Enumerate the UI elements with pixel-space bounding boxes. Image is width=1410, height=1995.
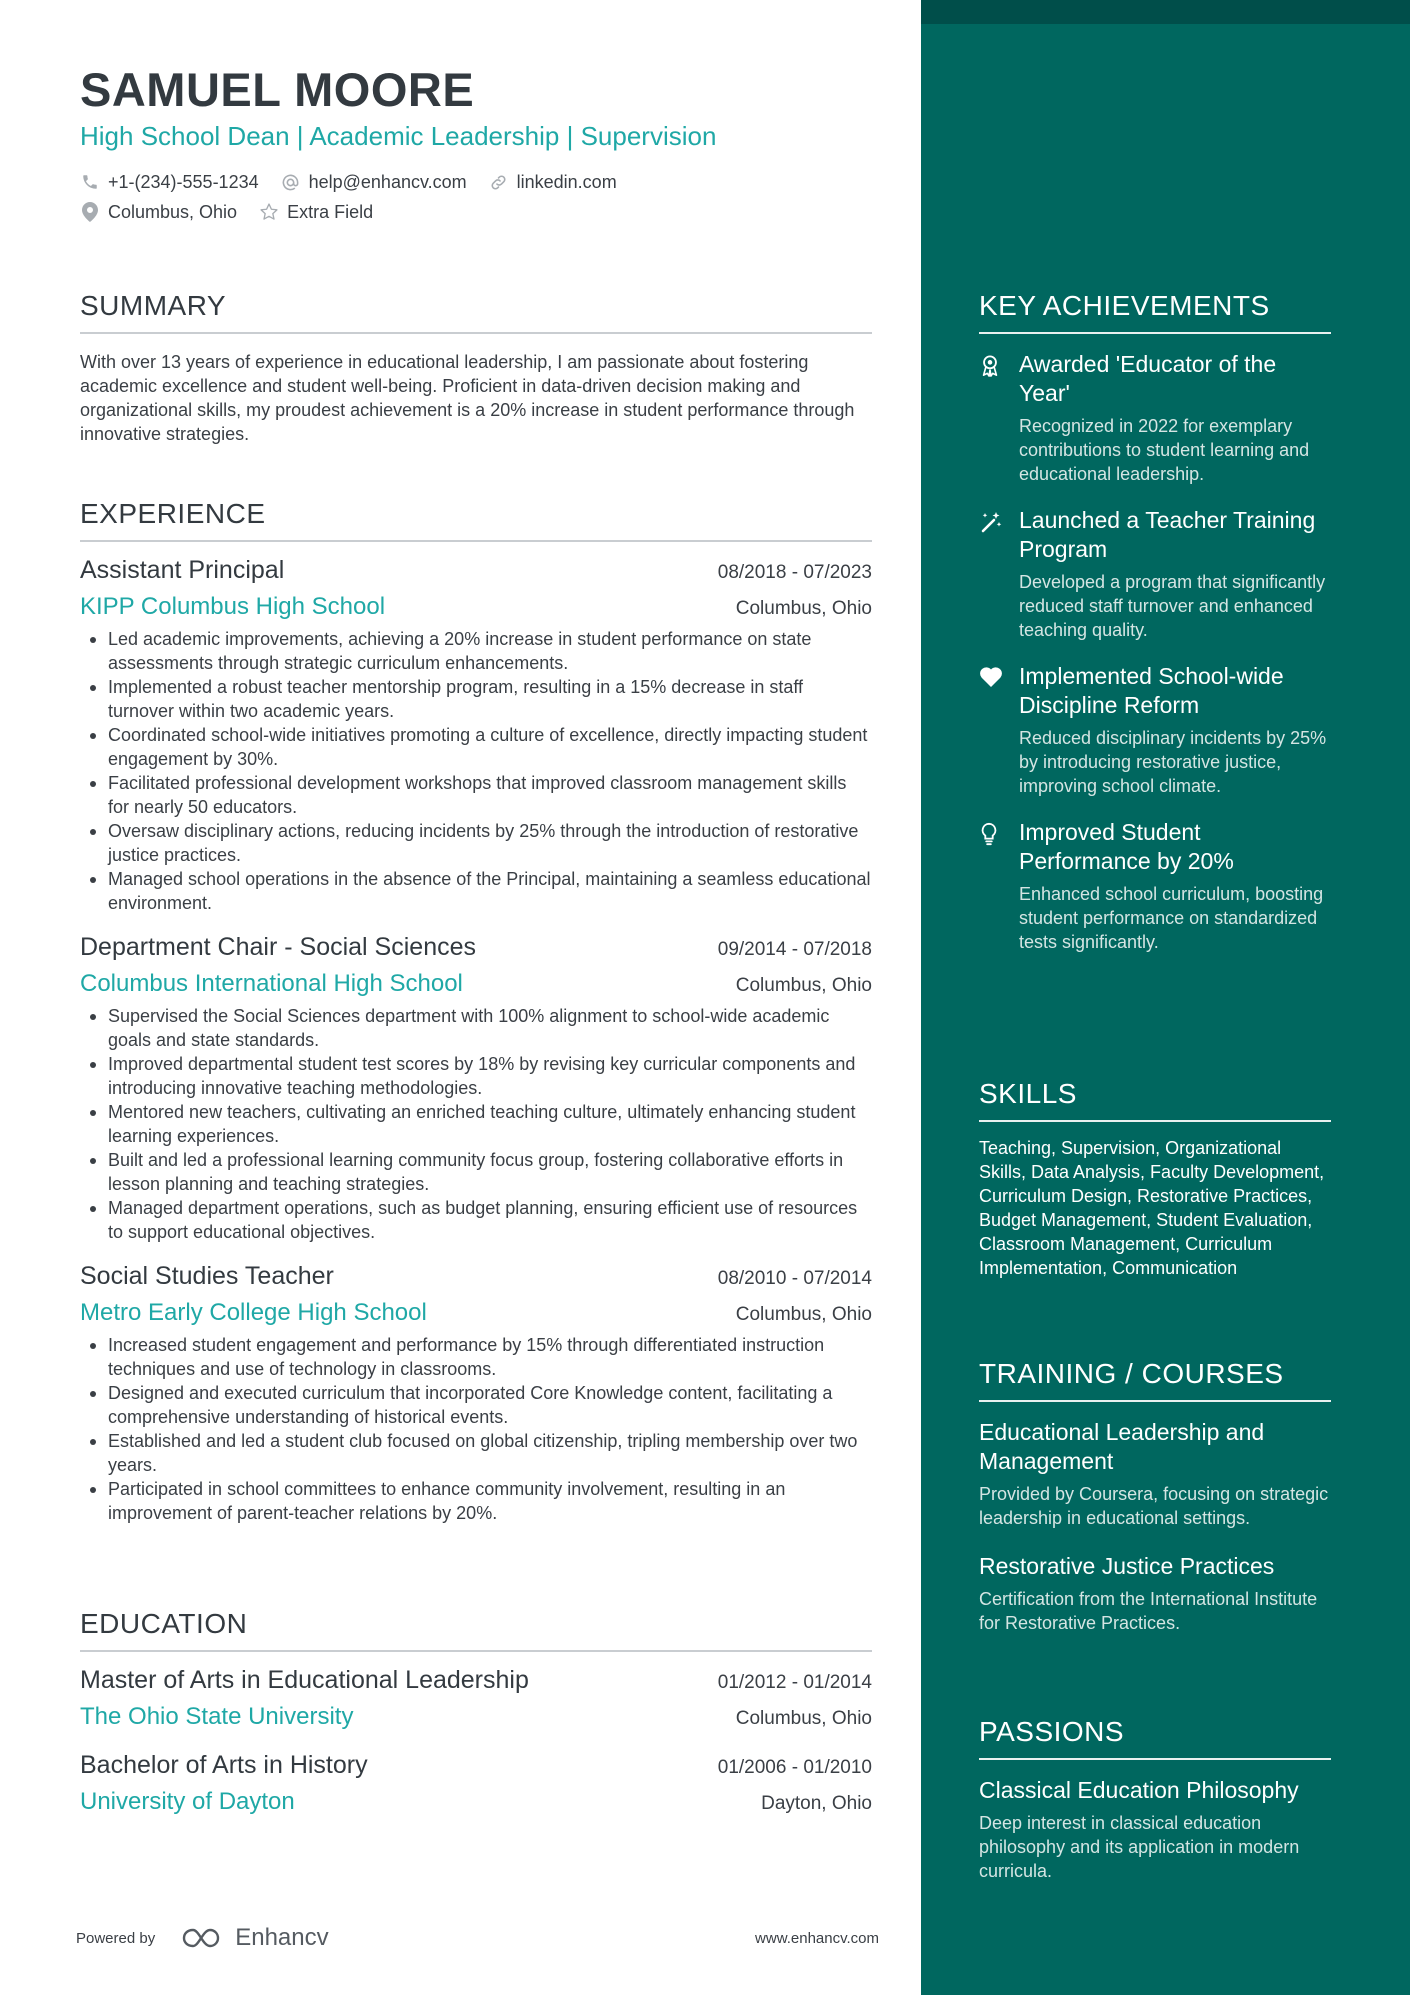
phone-text: +1-(234)-555-1234 <box>108 171 259 192</box>
education-date: 01/2012 - 01/2014 <box>717 1672 872 1693</box>
course-item <box>979 1418 1331 1530</box>
passions-section <box>979 1716 1331 1883</box>
job-location: Columbus, Ohio <box>735 598 872 619</box>
job-title: Department Chair - Social Sciences <box>80 933 476 961</box>
bullet-item: Established and led a student club focused on global citizenship, tripling membership over two years. <box>80 1429 872 1477</box>
bullet-item: Implemented a robust teacher mentorship program, resulting in a 15% decrease in staff turnover within two academic years. <box>80 675 872 723</box>
wand-icon <box>979 506 1003 642</box>
achievement-item <box>979 506 1331 642</box>
bullet-item: Supervised the Social Sciences department with 100% alignment to school-wide academic goals and state standards. <box>80 1004 872 1052</box>
linkedin-text: linkedin.com <box>516 171 617 192</box>
achievement-item <box>979 662 1331 798</box>
passion-item <box>979 1776 1331 1883</box>
phone-icon <box>80 172 100 192</box>
contact-extra <box>259 202 373 223</box>
summary-section <box>80 290 872 446</box>
achievement-item <box>979 350 1331 486</box>
education-heading: EDUCATION <box>80 1608 872 1652</box>
job-company: KIPP Columbus High School <box>80 593 386 620</box>
footer <box>76 1918 879 1958</box>
bullet-item: Facilitated professional development workshops that improved classroom management skills for nearly 50 educators. <box>80 771 872 819</box>
job-bullets <box>80 1333 872 1525</box>
achievement-title: Launched a Teacher Training Program <box>1019 507 1316 562</box>
bullet-item: Increased student engagement and performance by 15% through differentiated instruction techniques and use of technology in classrooms. <box>80 1333 872 1381</box>
skills-heading: SKILLS <box>979 1078 1331 1122</box>
school-name: University of Dayton <box>80 1788 295 1815</box>
course-title: Restorative Justice Practices <box>979 1553 1275 1579</box>
location-text: Columbus, Ohio <box>108 201 238 222</box>
powered-by-text: Powered by <box>76 1929 156 1947</box>
summary-heading: SUMMARY <box>80 290 872 334</box>
contact-linkedin[interactable] <box>489 172 617 193</box>
experience-item <box>80 933 872 1244</box>
degree-title: Bachelor of Arts in History <box>80 1751 368 1779</box>
sidebar <box>921 0 1410 1995</box>
email-text: help@enhancv.com <box>308 171 467 192</box>
course-item <box>979 1552 1331 1635</box>
skills-section <box>979 1078 1331 1280</box>
achievement-desc: Enhanced school curriculum, boosting student performance on standardized tests significantly. <box>1019 884 1324 952</box>
candidate-name: SAMUEL MOORE <box>80 63 475 116</box>
course-desc: Provided by Coursera, focusing on strategic leadership in educational settings. <box>979 1484 1329 1528</box>
bullet-item: Designed and executed curriculum that incorporated Core Knowledge content, facilitating a comprehensive understanding of historical events. <box>80 1381 872 1429</box>
achievement-title: Implemented School-wide Discipline Reform <box>1019 663 1284 718</box>
passion-desc: Deep interest in classical education philosophy and its application in modern curricula. <box>979 1813 1300 1881</box>
school-location: Columbus, Ohio <box>735 1708 872 1729</box>
achievement-desc: Reduced disciplinary incidents by 25% by introducing restorative justice, improving school climate. <box>1019 728 1327 796</box>
job-title: Assistant Principal <box>80 556 285 584</box>
achievement-desc: Recognized in 2022 for exemplary contributions to student learning and educational leadership. <box>1019 416 1310 484</box>
job-date: 08/2018 - 07/2023 <box>717 562 872 583</box>
training-section <box>979 1358 1331 1635</box>
education-section <box>80 1608 872 1816</box>
bullet-item: Improved departmental student test scores by 18% by revising key curricular components and introducing innovative teaching methodologies. <box>80 1052 872 1100</box>
bullet-item: Managed department operations, such as budget planning, ensuring efficient use of resources to support educational objectives. <box>80 1196 872 1244</box>
bullet-item: Participated in school committees to enhance community involvement, resulting in an improvement of parent-teacher relations by 20%. <box>80 1477 872 1525</box>
brand-logo[interactable] <box>181 1924 328 1952</box>
school-name: The Ohio State University <box>80 1703 354 1730</box>
achievements-section <box>979 290 1331 954</box>
job-location: Columbus, Ohio <box>735 975 872 996</box>
star-icon <box>259 202 279 222</box>
candidate-headline: High School Dean | Academic Leadership | Supervision <box>80 121 717 151</box>
bullet-item: Built and led a professional learning community focus group, fostering collaborative efforts in lesson planning and teaching strategies. <box>80 1148 872 1196</box>
job-bullets <box>80 1004 872 1244</box>
link-icon <box>489 172 509 192</box>
job-date: 09/2014 - 07/2018 <box>717 939 872 960</box>
achievement-title: Improved Student Performance by 20% <box>1019 819 1234 874</box>
award-icon <box>979 350 1003 486</box>
heart-icon <box>979 662 1003 798</box>
passions-heading: PASSIONS <box>979 1716 1331 1760</box>
bullet-item: Mentored new teachers, cultivating an enriched teaching culture, ultimately enhancing student learning experiences. <box>80 1100 872 1148</box>
lightbulb-icon <box>979 818 1003 954</box>
achievement-title: Awarded 'Educator of the Year' <box>1019 351 1277 406</box>
at-icon <box>281 172 301 192</box>
bullet-item: Managed school operations in the absence of the Principal, maintaining a seamless educational environment. <box>80 867 872 915</box>
education-date: 01/2006 - 01/2010 <box>717 1757 872 1778</box>
contact-info <box>80 171 860 231</box>
achievement-desc: Developed a program that significantly reduced staff turnover and enhanced teaching quality. <box>1019 572 1326 640</box>
contact-email[interactable] <box>281 172 467 193</box>
footer-website[interactable]: www.enhancv.com <box>755 1929 879 1947</box>
achievements-heading: KEY ACHIEVEMENTS <box>979 290 1331 334</box>
achievement-item <box>979 818 1331 954</box>
job-title: Social Studies Teacher <box>80 1262 334 1290</box>
job-company: Columbus International High School <box>80 970 463 997</box>
powered-by <box>76 1924 329 1952</box>
skills-list: Teaching, Supervision, Organizational Skills, Data Analysis, Faculty Development, Curriculum Design, Restorative Practices, Budget Management, Student Evaluation, Classroom Management, Curriculum Implementation, Communication <box>979 1138 1325 1278</box>
course-title: Educational Leadership and Management <box>979 1419 1265 1474</box>
sidebar-top-band <box>921 0 1410 24</box>
bullet-item: Oversaw disciplinary actions, reducing incidents by 25% through the introduction of restorative justice practices. <box>80 819 872 867</box>
enhancv-logo-icon <box>181 1926 227 1950</box>
brand-name: Enhancv <box>235 1924 329 1951</box>
extra-text: Extra Field <box>287 201 374 222</box>
school-location: Dayton, Ohio <box>761 1793 872 1814</box>
degree-title: Master of Arts in Educational Leadership <box>80 1666 529 1694</box>
education-item <box>80 1751 872 1816</box>
education-item <box>80 1666 872 1731</box>
experience-heading: EXPERIENCE <box>80 498 872 542</box>
experience-section <box>80 498 872 1525</box>
contact-phone[interactable] <box>80 172 259 193</box>
experience-item <box>80 556 872 915</box>
job-company: Metro Early College High School <box>80 1299 427 1326</box>
bullet-item: Coordinated school-wide initiatives promoting a culture of excellence, directly impacting student engagement by 30%. <box>80 723 872 771</box>
location-pin-icon <box>80 202 100 222</box>
job-bullets <box>80 627 872 915</box>
training-heading: TRAINING / COURSES <box>979 1358 1331 1402</box>
job-date: 08/2010 - 07/2014 <box>717 1268 872 1289</box>
experience-item <box>80 1262 872 1525</box>
job-location: Columbus, Ohio <box>735 1304 872 1325</box>
bullet-item: Led academic improvements, achieving a 20% increase in student performance on state assessments through strategic curriculum enhancements. <box>80 627 872 675</box>
summary-text: With over 13 years of experience in educational leadership, I am passionate about fostering academic excellence and student well-being. Proficient in data-driven decision making and organizational skills, my proudest achievement is a 20% increase in student performance through innovative strategies. <box>80 352 855 444</box>
passion-title: Classical Education Philosophy <box>979 1777 1299 1803</box>
contact-location <box>80 202 237 223</box>
course-desc: Certification from the International Institute for Restorative Practices. <box>979 1589 1318 1633</box>
